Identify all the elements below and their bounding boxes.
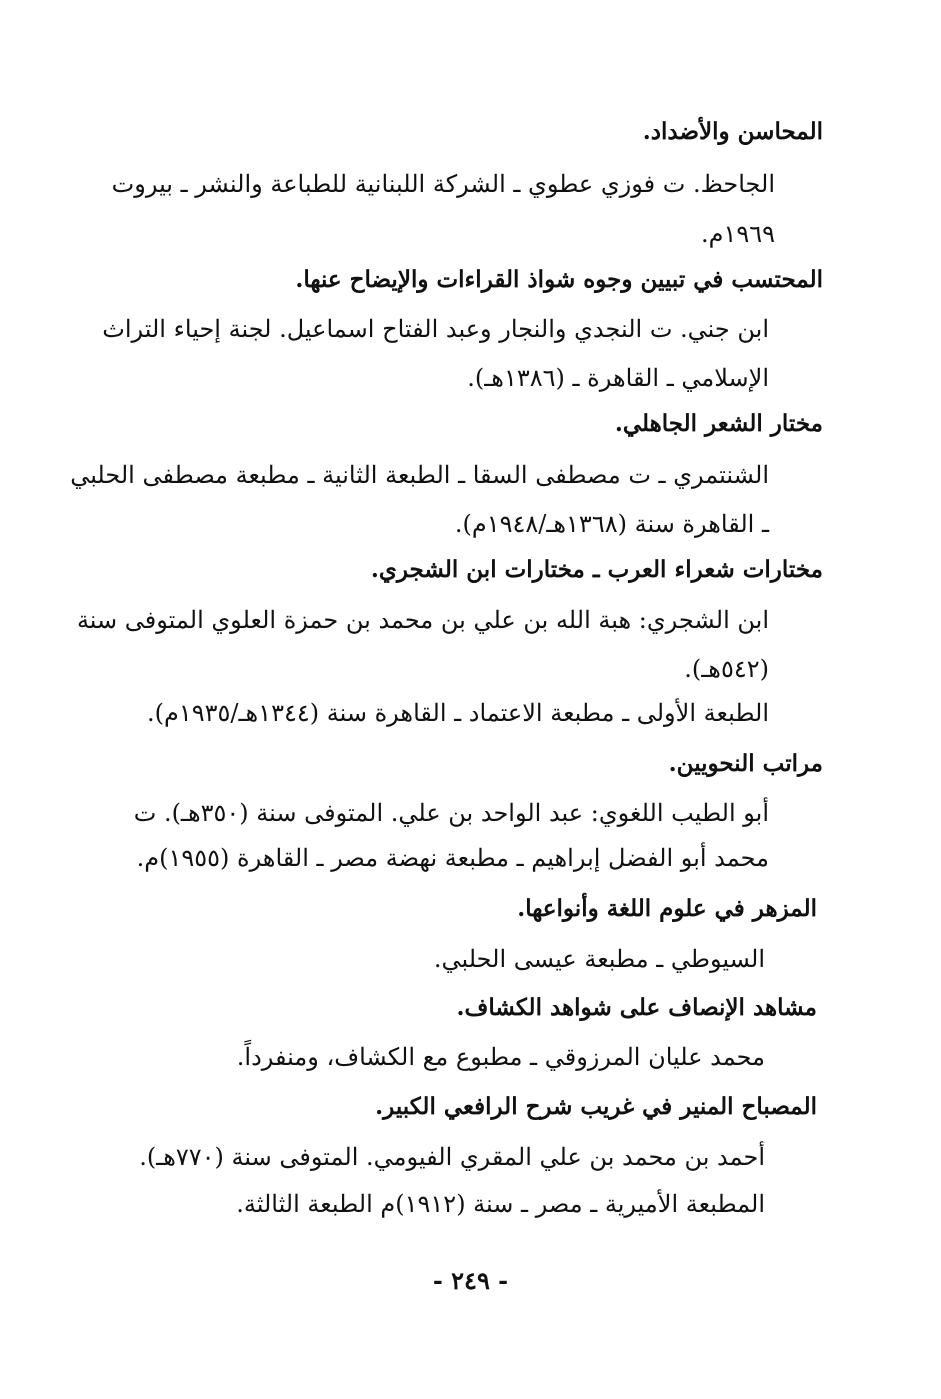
entry-title: مشاهد الإنصاف على شواهد الكشاف.: [456, 994, 817, 1021]
entry-title: المصباح المنير في غريب شرح الرافعي الكبير.: [375, 1093, 817, 1120]
entry-line: الشنتمري ـ ت مصطفى السقا ـ الطبعة الثانية ـ مطبعة مصطفى الحلبي: [70, 461, 769, 489]
entry-line: الجاحظ. ت فوزي عطوي ـ الشركة اللبنانية للطباعة والنشر ـ بيروت: [111, 170, 775, 198]
entry-line: المطبعة الأميرية ـ مصر ـ سنة (١٩١٢)م الطبعة الثالثة.: [236, 1190, 765, 1218]
entry-title: مختارات شعراء العرب ـ مختارات ابن الشجري.: [370, 556, 823, 583]
entry-line: ابن جني. ت النجدي والنجار وعبد الفتاح اسماعيل. لجنة إحياء التراث: [102, 315, 769, 343]
page-number: - ٢٤٩ -: [432, 1266, 509, 1295]
entry-line: ـ القاهرة سنة (١٣٦٨هـ/١٩٤٨م).: [454, 510, 769, 538]
entry-title: مختار الشعر الجاهلي.: [614, 410, 823, 437]
entry-line: أحمد بن محمد بن علي المقري الفيومي. المتوفى سنة (٧٧٠هـ).: [139, 1143, 765, 1171]
entry-title: مراتب النحويين.: [668, 750, 823, 777]
entry-line: محمد أبو الفضل إبراهيم ـ مطبعة نهضة مصر ـ القاهرة (١٩٥٥)م.: [136, 844, 769, 872]
entry-line: السيوطي ـ مطبعة عيسى الحلبي.: [433, 945, 765, 973]
entry-title: المزهر في علوم اللغة وأنواعها.: [517, 895, 817, 922]
entry-title: المحتسب في تبيين وجوه شواذ القراءات والإيضاح عنها.: [295, 266, 823, 293]
entry-line: أبو الطيب اللغوي: عبد الواحد بن علي. المتوفى سنة (٣٥٠هـ). ت: [133, 799, 769, 827]
entry-line: الإسلامي ـ القاهرة ـ (١٣٨٦هـ).: [467, 364, 769, 392]
entry-line: ابن الشجري: هبة الله بن علي بن محمد بن حمزة العلوي المتوفى سنة: [76, 606, 769, 634]
entry-line: ١٩٦٩م.: [700, 220, 775, 248]
entry-line: الطبعة الأولى ـ مطبعة الاعتماد ـ القاهرة سنة (١٣٤٤هـ/١٩٣٥م).: [147, 699, 769, 727]
entry-title: المحاسن والأضداد.: [642, 118, 823, 145]
entry-line: محمد عليان المرزوقي ـ مطبوع مع الكشاف، ومنفرداً.: [236, 1043, 765, 1071]
entry-line: (٥٤٢هـ).: [684, 655, 769, 683]
